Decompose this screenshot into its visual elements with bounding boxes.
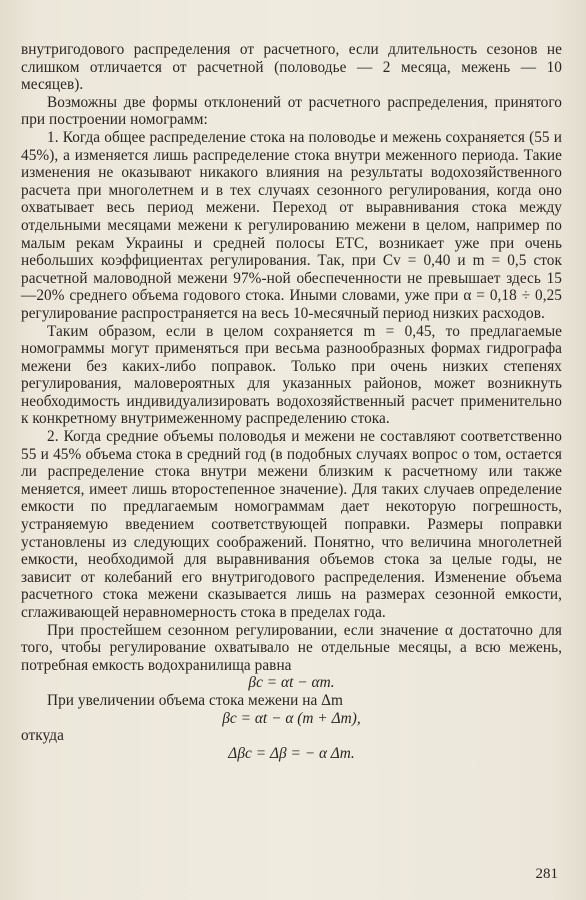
word-otkuda: откуда: [21, 727, 64, 745]
formula-2: βc = αt − α (m + Δm),: [222, 709, 361, 727]
paragraph-continuation: внутригодового распределения от расчетного, если длительность сезонов не слишком отличается от расчетной (половодье — 2 месяца, межень — 10 месяцев).: [21, 41, 562, 94]
page-body-text: [21, 41, 562, 762]
paragraph-two-forms: Возможны две формы отклонений от расчетного распределения, принятого при построении номограмм:: [21, 93, 562, 129]
paragraph-conclusion: Таким образом, если в целом сохраняется m = 0,45, то предлагаемые номограммы могут применяться при весьма разнообразных формах гидрографа межени без каких-либо поправок. Только при очень низких степенях регулирования, маловероятных для указанных районов, может возникнуть необходимость индивидуализировать водохозяйственный расчет применительно к конкретному внутримеженному распределению стока.: [21, 322, 562, 428]
formula-1: βc = αt − αm.: [248, 674, 335, 692]
paragraph-case-2: 2. Когда средние объемы половодья и межени не составляют соответственно 55 и 45% объема стока в средний год (в подобных случаях вопрос о том, остается ли распределение стока внутри межени близким к расчетному или также меняется, имеет лишь второстепенное значение). Для таких случаев определение емкости по предлагаемым номограммам дает некоторую погрешность, устраняемую введением соответствующей поправки. Размеры поправки установлены из следующих соображений. Понятно, что величина многолетней емкости, необходимой для выравнивания объемов стока за целые годы, не зависит от колебаний его внутригодового распределения. Изменение объема расчетного стока межени сказывается лишь на размерах сезонной емкости, сглаживающей неравномерность стока в пределах года.: [21, 428, 562, 621]
paragraph-increase: При увеличении объема стока межени на Δm: [47, 691, 343, 709]
formula-3: Δβc = Δβ = − α Δm.: [228, 744, 355, 762]
paragraph-case-1: 1. Когда общее распределение стока на половодье и межень сохраняется (55 и 45%), а изменяется лишь распределение стока внутри меженного периода. Такие изменения не оказывают никакого влияния на результаты водохозяйственного расчета при многолетнем и в тех случаях сезонного регулирования, когда оно охватывает весь период межени. Переход от выравнивания стока между отдельными месяцами межени к регулированию межени в целом, например по малым рекам Украины и средней полосы ЕТС, возникает уже при очень небольших коэффициентах регулирования. Так, при Cv = 0,40 и m = 0,5 сток расчетной маловодной межени 97%-ной обеспеченности не превышает здесь 15—20% среднего объема годового стока. Иными словами, уже при α = 0,18 ÷ 0,25 регулирование распространяется на весь 10-месячный период низких расходов.: [21, 128, 562, 322]
page-number: 281: [535, 866, 558, 882]
paragraph-simple-regulation: При простейшем сезонном регулировании, если значение α достаточно для того, чтобы регулирование охватывало не отдельные месяцы, а всю межень, потребная емкость водохранилища равна: [21, 621, 562, 674]
